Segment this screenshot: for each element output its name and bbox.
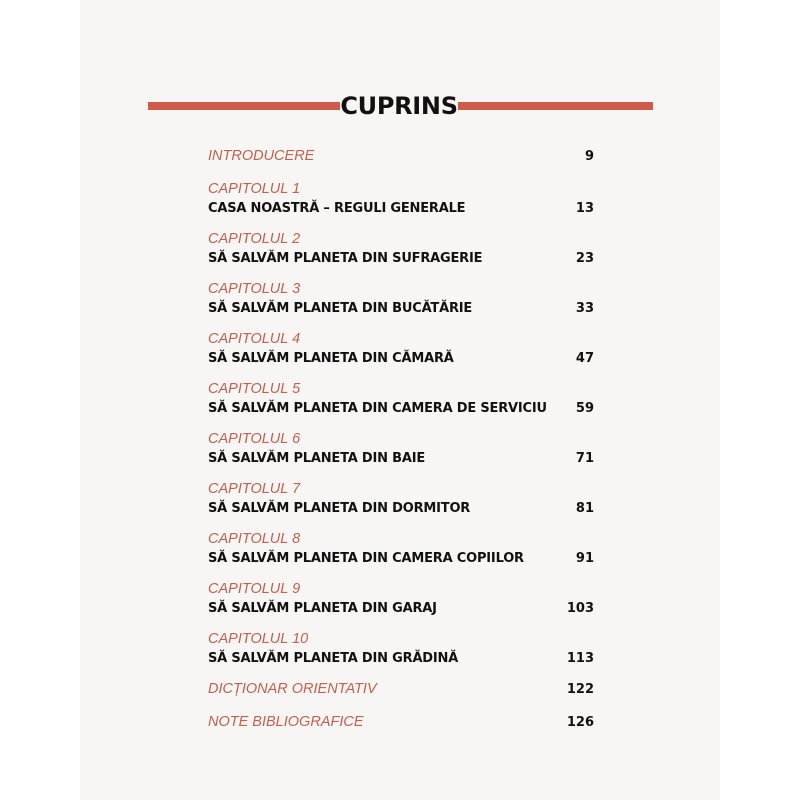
page-number: 71 [575,451,594,466]
chapter-label: CAPITOLUL 2 [208,231,301,247]
page-number: 13 [575,201,594,216]
toc-entry-chapter-4 [208,329,594,369]
chapter-label: CAPITOLUL 8 [208,531,301,547]
chapter-title: SĂ SALVĂM PLANETA DIN BUCĂTĂRIE [208,301,473,316]
page-number: 122 [566,682,594,697]
table-of-contents [208,146,594,745]
chapter-label: CAPITOLUL 1 [208,181,301,197]
chapter-title: CASA NOASTRĂ – REGULI GENERALE [208,201,466,216]
toc-entry-chapter-7 [208,479,594,519]
page-number: 113 [566,651,594,666]
toc-entry-dictionar [208,679,594,700]
chapter-label: CAPITOLUL 5 [208,381,301,397]
entry-label: DICȚIONAR ORIENTATIV [208,681,377,697]
toc-entry-chapter-5 [208,379,594,419]
toc-header [148,88,653,124]
chapter-title: SĂ SALVĂM PLANETA DIN SUFRAGERIE [208,251,483,266]
toc-entry-chapter-9 [208,579,594,619]
title-rule-right [458,102,653,110]
page-number: 103 [566,601,594,616]
chapter-label: CAPITOLUL 6 [208,431,301,447]
toc-entry-note [208,712,594,733]
toc-entry-chapter-1 [208,179,594,219]
title-rule-left [148,102,340,110]
chapter-title: SĂ SALVĂM PLANETA DIN GRĂDINĂ [208,651,459,666]
chapter-label: CAPITOLUL 3 [208,281,301,297]
page-number: 33 [575,301,594,316]
chapter-title: SĂ SALVĂM PLANETA DIN CĂMARĂ [208,351,454,366]
page-title: CUPRINS [340,92,458,120]
chapter-title: SĂ SALVĂM PLANETA DIN DORMITOR [208,501,471,516]
toc-entry-chapter-10 [208,629,594,669]
page-number: 47 [575,351,594,366]
chapter-label: CAPITOLUL 9 [208,581,301,597]
chapter-title: SĂ SALVĂM PLANETA DIN BAIE [208,451,426,466]
chapter-label: CAPITOLUL 4 [208,331,301,347]
chapter-title: SĂ SALVĂM PLANETA DIN CAMERA COPIILOR [208,551,524,566]
toc-entry-chapter-3 [208,279,594,319]
entry-label: NOTE BIBLIOGRAFICE [208,714,364,730]
toc-entry-chapter-8 [208,529,594,569]
toc-entry-chapter-2 [208,229,594,269]
toc-entry-introducere [208,146,594,167]
page-number: 81 [575,501,594,516]
page-number: 91 [575,551,594,566]
page-number: 23 [575,251,594,266]
page-number: 59 [575,401,594,416]
chapter-title: SĂ SALVĂM PLANETA DIN CAMERA DE SERVICIU [208,401,547,416]
page-number: 126 [566,715,594,730]
chapter-label: CAPITOLUL 10 [208,631,309,647]
entry-label: INTRODUCERE [208,148,315,164]
toc-entry-chapter-6 [208,429,594,469]
page-number: 9 [584,149,594,164]
chapter-title: SĂ SALVĂM PLANETA DIN GARAJ [208,601,437,616]
chapter-label: CAPITOLUL 7 [208,481,301,497]
